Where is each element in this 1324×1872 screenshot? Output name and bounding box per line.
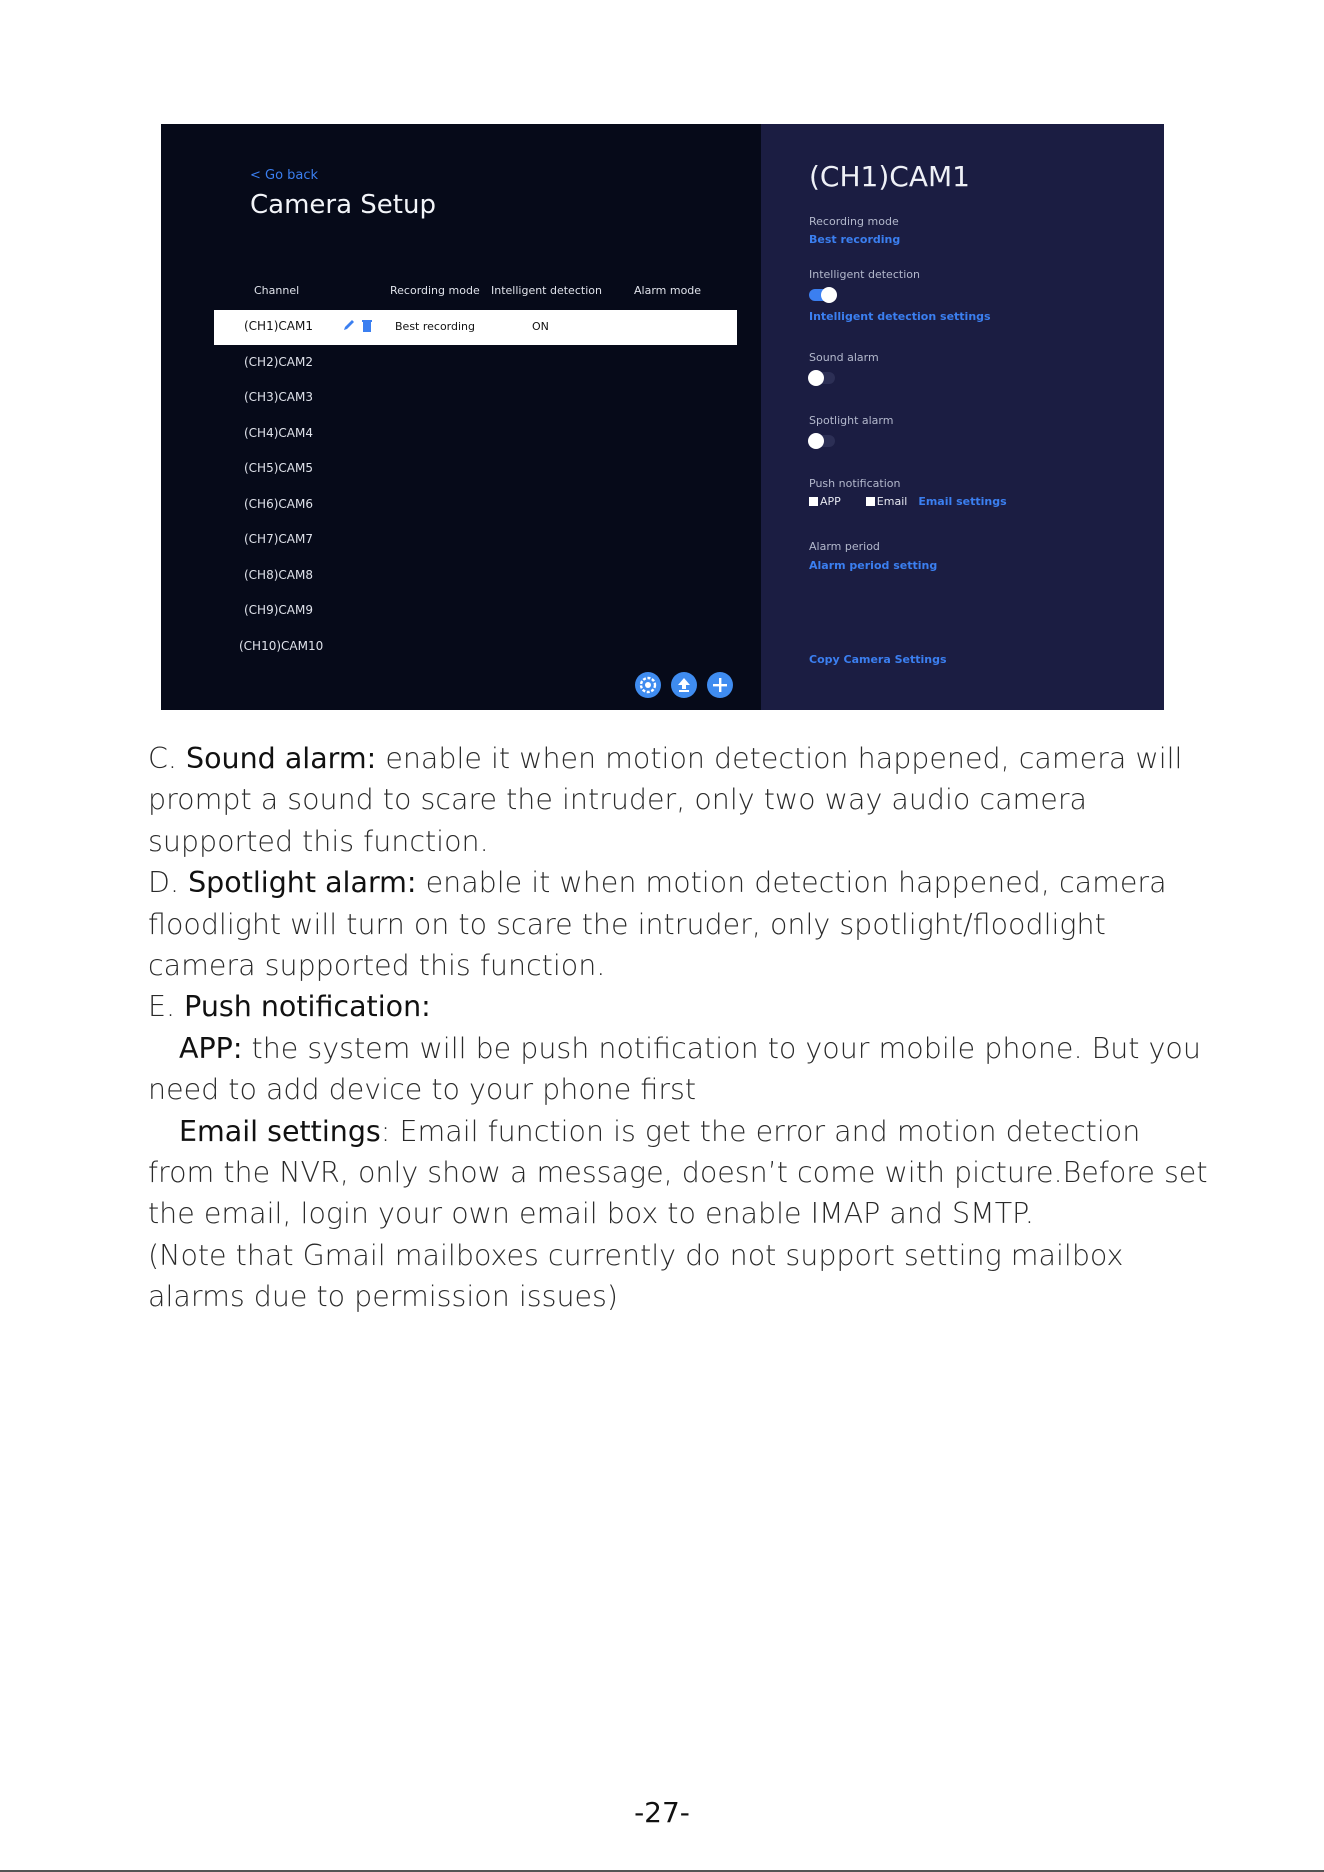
column-header-intelligent-detection: Intelligent detection <box>491 284 602 297</box>
toggle-knob <box>821 287 837 303</box>
table-row[interactable]: (CH7)CAM7 <box>244 532 313 546</box>
recording-mode-cell: Best recording <box>395 320 476 333</box>
camera-setup-screenshot <box>161 124 1164 710</box>
add-icon[interactable] <box>707 672 733 698</box>
alarm-period-label: Alarm period <box>809 540 880 553</box>
section-c-line-2: prompt a sound to scare the intruder, only two way audio camera <box>148 783 1088 817</box>
page-title: Camera Setup <box>250 190 436 220</box>
table-row[interactable]: (CH2)CAM2 <box>244 355 313 369</box>
intelligent-detection-toggle[interactable] <box>809 289 835 301</box>
intelligent-detection-cell: ON <box>532 320 549 333</box>
section-d-line-1 <box>148 862 1188 903</box>
spotlight-alarm-toggle[interactable] <box>809 435 835 447</box>
table-row[interactable]: (CH3)CAM3 <box>244 390 313 404</box>
section-e-term: Push notification: <box>184 990 431 1024</box>
email-text: : Email function is get the error and motion detection <box>380 1114 1141 1148</box>
recording-mode-link[interactable]: Best recording <box>809 233 901 246</box>
section-c-term: Sound alarm: <box>186 742 377 775</box>
push-notification-label: Push notification <box>809 477 901 490</box>
note-line-2: alarms due to permission issues) <box>148 1280 619 1314</box>
push-notification-options <box>809 495 1007 508</box>
table-row[interactable]: (CH10)CAM10 <box>239 639 324 653</box>
app-checkbox-label: APP <box>820 495 841 508</box>
upload-icon[interactable] <box>671 672 697 698</box>
email-line-3: the email, login your own email box to enable IMAP and SMTP. <box>148 1197 1034 1231</box>
section-c-text: enable it when motion detection happened, camera will <box>376 742 1183 775</box>
email-settings-link[interactable]: Email settings <box>918 495 1007 508</box>
app-line-2: need to add device to your phone first <box>148 1073 697 1107</box>
table-row[interactable]: (CH4)CAM4 <box>244 426 313 440</box>
section-c-prefix: C. <box>148 742 187 775</box>
section-c-line-3: supported this function. <box>148 824 489 858</box>
email-term: Email settings <box>179 1114 381 1148</box>
email-line-2: from the NVR, only show a message, doesn’t come with picture.Before set <box>148 1156 1208 1190</box>
recording-mode-label: Recording mode <box>809 215 899 228</box>
section-d-text: enable it when motion detection happened, camera <box>416 866 1167 900</box>
intelligent-detection-label: Intelligent detection <box>809 268 920 281</box>
camera-title: (CH1)CAM1 <box>809 160 970 193</box>
table-row[interactable]: (CH9)CAM9 <box>244 603 313 617</box>
app-line-1 <box>148 1028 1201 1069</box>
table-row[interactable]: (CH8)CAM8 <box>244 568 313 582</box>
email-checkbox-label: Email <box>876 495 908 508</box>
toggle-knob <box>808 370 824 386</box>
channel-name: (CH1)CAM1 <box>244 319 313 333</box>
column-header-recording-mode: Recording mode <box>390 284 480 297</box>
app-term: APP: <box>179 1031 243 1065</box>
section-d-line-3: camera supported this function. <box>148 949 606 983</box>
section-e-prefix: E. <box>148 990 185 1024</box>
app-text: the system will be push notification to your mobile phone. But you <box>242 1031 1201 1065</box>
table-row[interactable]: (CH5)CAM5 <box>244 461 313 475</box>
table-row[interactable]: (CH6)CAM6 <box>244 497 313 511</box>
note-line-1: (Note that Gmail mailboxes currently do not support setting mailbox <box>148 1238 1124 1272</box>
page-number: -27- <box>634 1796 690 1829</box>
column-header-channel: Channel <box>254 284 300 297</box>
section-d-prefix: D. <box>148 866 189 900</box>
intelligent-detection-settings-link[interactable]: Intelligent detection settings <box>809 310 991 323</box>
sound-alarm-toggle[interactable] <box>809 372 835 384</box>
toggle-knob <box>808 433 824 449</box>
section-d-line-2: floodlight will turn on to scare the intruder, only spotlight/floodlight <box>148 907 1106 941</box>
camera-list-pane <box>161 124 761 710</box>
delete-icon[interactable] <box>361 317 373 336</box>
email-line-1 <box>148 1111 1188 1152</box>
spotlight-alarm-label: Spotlight alarm <box>809 414 894 427</box>
section-c-line-1 <box>148 738 1188 779</box>
edit-icon[interactable] <box>342 317 356 336</box>
sound-alarm-label: Sound alarm <box>809 351 879 364</box>
copy-camera-settings-link[interactable]: Copy Camera Settings <box>809 653 947 666</box>
column-header-alarm-mode: Alarm mode <box>634 284 702 297</box>
section-e-heading <box>148 986 1188 1027</box>
section-c-sound-alarm <box>148 738 1208 1318</box>
app-checkbox[interactable] <box>809 497 818 506</box>
email-checkbox[interactable] <box>866 497 875 506</box>
section-d-term: Spotlight alarm: <box>188 866 417 900</box>
alarm-period-setting-link[interactable]: Alarm period setting <box>809 559 938 572</box>
camera-settings-panel <box>761 124 1164 710</box>
go-back-link[interactable]: < Go back <box>250 168 319 183</box>
gear-icon[interactable] <box>635 672 661 698</box>
